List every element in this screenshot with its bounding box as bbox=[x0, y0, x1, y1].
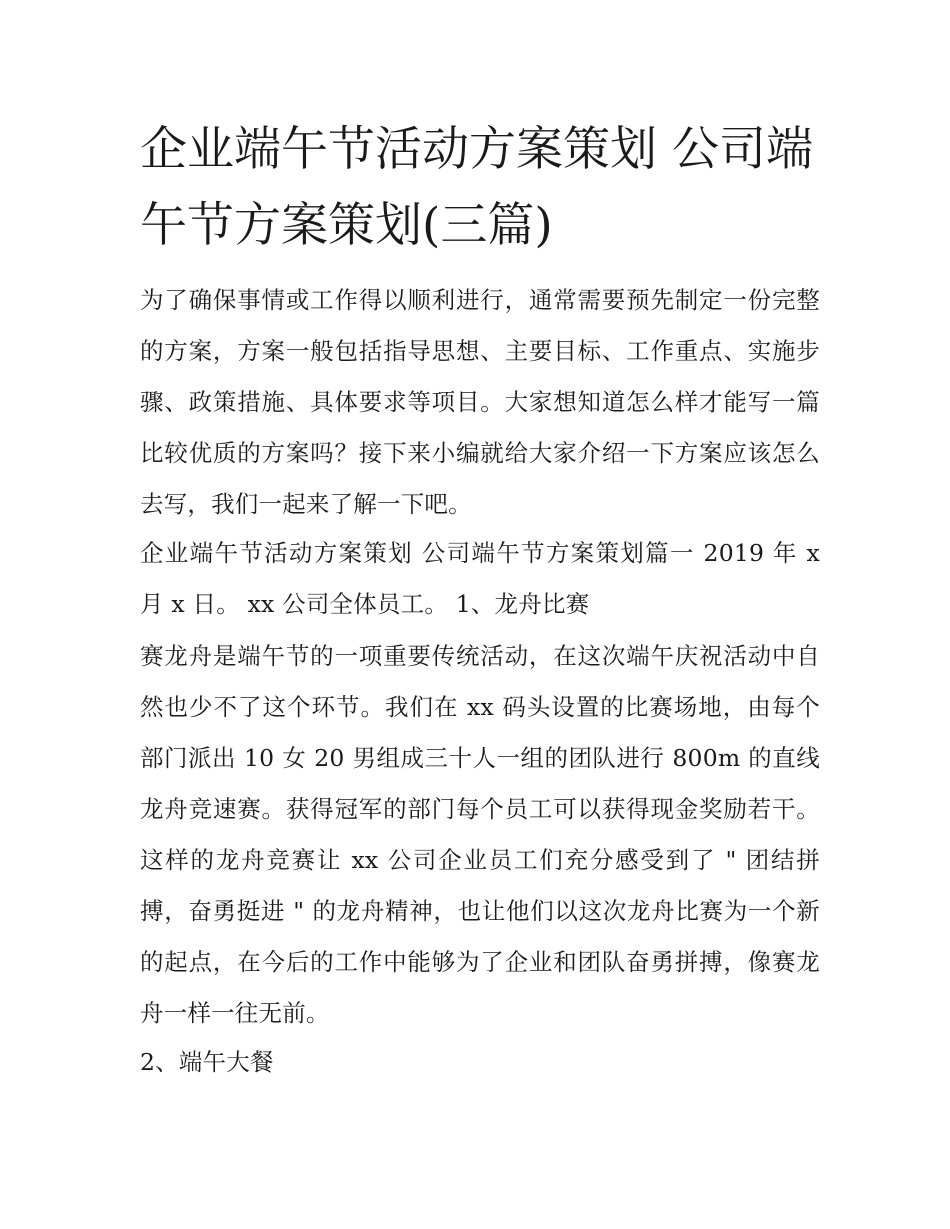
dragon-boat-paragraph: 赛龙舟是端午节的一项重要传统活动，在这次端午庆祝活动中自然也少不了这个环节。我们在 xx 码头设置的比赛场地，由每个部门派出 10 女 20 男组成三十人一组的团队进行 800m 的直线龙舟竞速赛。获得冠军的部门每个员工可以获得现金奖励若干。这样的龙舟竞赛让 xx 公司企业员工们充分感受到了 " 团结拼搏，奋勇挺进 " 的龙舟精神，也让他们以这次龙舟比赛为一个新的起点，在今后的工作中能够为了企业和团队奋勇拼搏，像赛龙舟一样一往无前。 bbox=[140, 642, 820, 1027]
intro-paragraph: 为了确保事情或工作得以顺利进行，通常需要预先制定一份完整的方案，方案一般包括指导思想、主要目标、工作重点、实施步骤、政策措施、具体要求等项目。大家想知道怎么样才能写一篇比较优质的方案吗？接下来小编就给大家介绍一下方案应该怎么去写，我们一起来了解一下吧。 bbox=[140, 286, 820, 518]
item-heading-2: 2、端午大餐 bbox=[140, 1048, 274, 1076]
document-title: 企业端午节活动方案策划 公司端午节方案策划(三篇) bbox=[140, 122, 813, 253]
section-heading: 企业端午节活动方案策划 公司端午节方案策划篇一 2019 年 x 月 x 日。 xx 公司全体员工。 1、龙舟比赛 bbox=[140, 539, 820, 618]
